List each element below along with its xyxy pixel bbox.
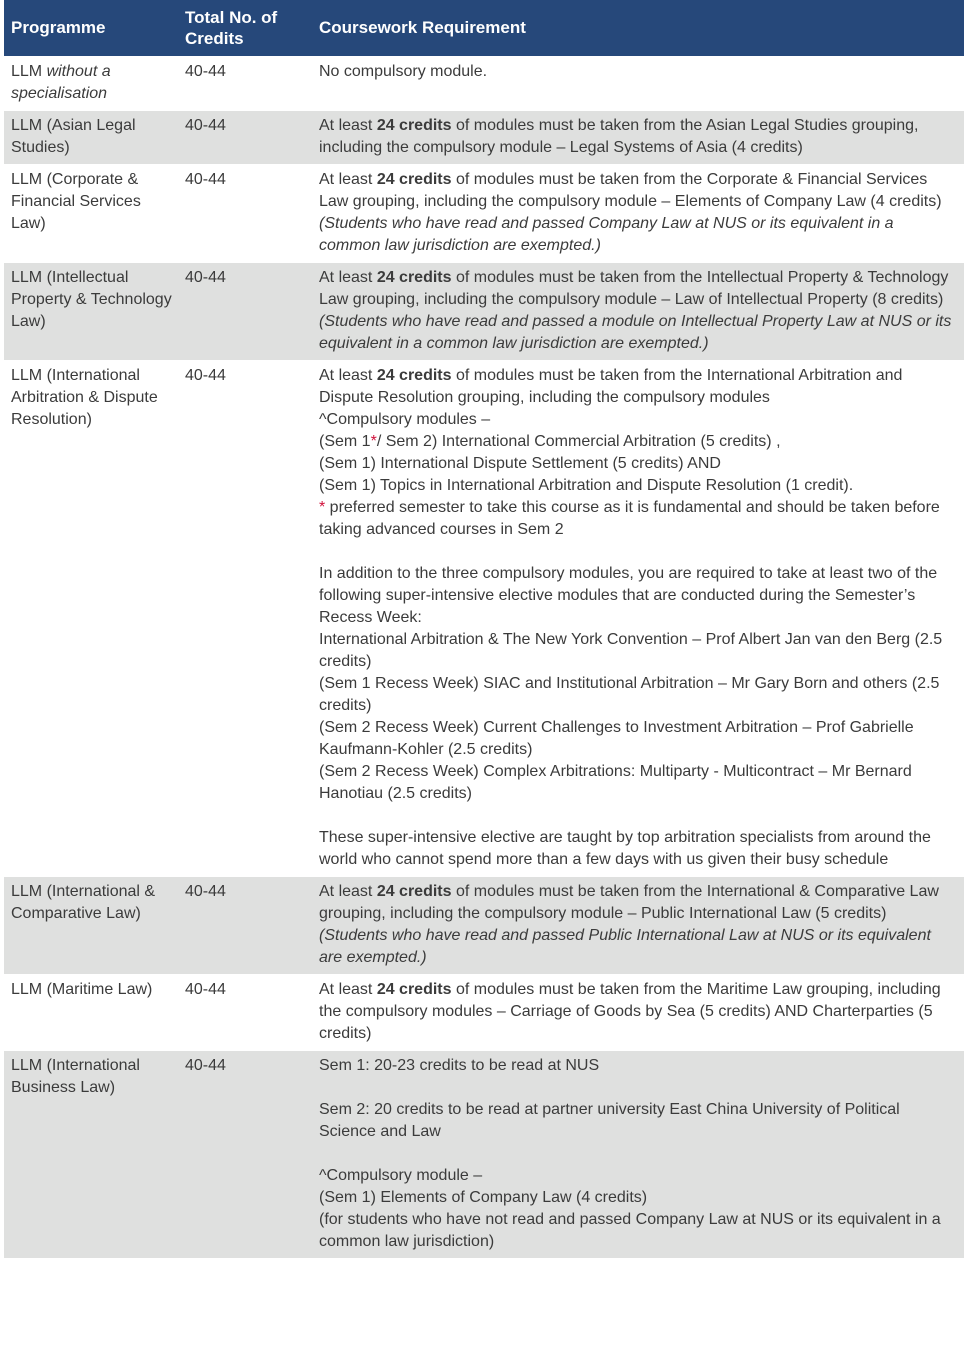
requirement-cell	[312, 975, 964, 1051]
closing-paragraph: These super-intensive elective are taught by top arbitration specialists from around the world who cannot spend more than a few days with us given their busy schedule	[319, 829, 931, 868]
credits-cell: 40-44	[178, 361, 312, 877]
req-rest: of modules must be taken from the International & Comparative Law grouping, including the compulsory module – Public International Law (5 credits)	[319, 883, 939, 922]
req-credits-bold: 24 credits	[376, 883, 452, 900]
programme-cell: LLM (International Business Law)	[4, 1051, 178, 1259]
credits-cell: 40-44	[178, 263, 312, 361]
req-lead: At least	[319, 981, 377, 998]
req-exemption-note: (Students who have read and passed a module on Intellectual Property Law at NUS or its equivalent in a common law jurisdiction are exempted.)	[319, 313, 952, 352]
paragraph-gap	[319, 805, 958, 827]
requirement-cell	[312, 1051, 964, 1259]
asterisk-mark: *	[319, 499, 326, 516]
sem2-text: Sem 2: 20 credits to be read at partner university East China University of Political Science and Law	[319, 1101, 900, 1140]
req-lead: At least	[319, 883, 377, 900]
table-row	[4, 1051, 964, 1259]
header-credits-line1: Total No. of	[185, 7, 278, 27]
req-credits-bold: 24 credits	[376, 269, 452, 286]
req-lead: At least	[319, 269, 377, 286]
compulsory-note: (for students who have not read and passed Company Law at NUS or its equivalent in a common law jurisdiction)	[319, 1211, 941, 1250]
header-credits-line2: Credits	[185, 28, 244, 48]
table-row	[4, 57, 964, 111]
paragraph-gap	[319, 1143, 958, 1165]
req-credits-bold: 24 credits	[376, 981, 452, 998]
req-exemption-note: (Students who have read and passed Public International Law at NUS or its equivalent are exempted.)	[319, 927, 931, 966]
programme-cell: LLM (International & Comparative Law)	[4, 877, 178, 975]
asterisk-note	[319, 497, 958, 541]
paragraph-gap	[319, 541, 958, 563]
requirement-cell	[312, 111, 964, 165]
llm-programme-table	[4, 0, 964, 1258]
req-lead: At least	[319, 117, 377, 134]
programme-cell: LLM (Intellectual Property & Technology Law)	[4, 263, 178, 361]
credits-cell: 40-44	[178, 877, 312, 975]
requirement-cell	[312, 165, 964, 263]
credits-cell: 40-44	[178, 975, 312, 1051]
table-header-row	[4, 0, 964, 57]
table-row	[4, 361, 964, 877]
compulsory-item: (Sem 1) Elements of Company Law (4 credits)	[319, 1189, 648, 1206]
table-row	[4, 263, 964, 361]
paragraph-gap	[319, 1077, 958, 1099]
compulsory-item	[319, 431, 958, 453]
compulsory-item: (Sem 1) International Dispute Settlement (5 credits) AND	[319, 455, 721, 472]
req-rest: of modules must be taken from the Corporate & Financial Services Law grouping, including the compulsory module – Elements of Company Law (4 credits)	[319, 171, 942, 210]
elective-item: International Arbitration & The New York Convention – Prof Albert Jan van den Berg (2.5 credits)	[319, 631, 943, 670]
req-lead: At least	[319, 171, 377, 188]
compulsory-item: (Sem 1) Topics in International Arbitration and Dispute Resolution (1 credit).	[319, 477, 854, 494]
programme-qualifier: without a specialisation	[11, 63, 111, 102]
header-requirement: Coursework Requirement	[312, 0, 964, 57]
credits-cell: 40-44	[178, 57, 312, 111]
programme-cell: LLM (Asian Legal Studies)	[4, 111, 178, 165]
asterisk-mark: *	[370, 433, 377, 450]
compulsory-sem-rest: / Sem 2) International Commercial Arbitration (5 credits) ,	[376, 433, 781, 450]
requirement-cell	[312, 361, 964, 877]
credits-cell: 40-44	[178, 111, 312, 165]
credits-cell: 40-44	[178, 165, 312, 263]
req-rest: of modules must be taken from the Asian Legal Studies grouping, including the compulsory module – Legal Systems of Asia (4 credits)	[319, 117, 919, 156]
req-rest: of modules must be taken from the Maritime Law grouping, including the compulsory modules – Carriage of Goods by Sea (5 credits) AND Charterparties (5 credits)	[319, 981, 941, 1042]
elective-item: (Sem 1 Recess Week) SIAC and Institutional Arbitration – Mr Gary Born and others (2.5 credits)	[319, 675, 940, 714]
programme-cell: LLM (Corporate & Financial Services Law)	[4, 165, 178, 263]
req-exemption-note: (Students who have read and passed Company Law at NUS or its equivalent in a common law jurisdiction are exempted.)	[319, 215, 894, 254]
programme-cell: LLM (International Arbitration & Dispute Resolution)	[4, 361, 178, 877]
programme-cell	[4, 57, 178, 111]
compulsory-heading: ^Compulsory module –	[319, 1167, 483, 1184]
table-row	[4, 111, 964, 165]
req-lead: At least	[319, 367, 377, 384]
sem1-text: Sem 1: 20-23 credits to be read at NUS	[319, 1057, 600, 1074]
header-programme: Programme	[4, 0, 178, 57]
requirement-cell	[312, 877, 964, 975]
header-credits	[178, 0, 312, 57]
asterisk-note-text: preferred semester to take this course as it is fundamental and should be taken before taking advanced courses in Sem 2	[319, 499, 940, 538]
programme-cell: LLM (Maritime Law)	[4, 975, 178, 1051]
table-row	[4, 975, 964, 1051]
compulsory-sem-prefix: (Sem 1	[319, 433, 371, 450]
compulsory-heading: ^Compulsory modules –	[319, 411, 491, 428]
table-row	[4, 877, 964, 975]
programme-name: LLM	[11, 63, 43, 80]
req-rest: of modules must be taken from the International Arbitration and Dispute Resolution grouping, including the compulsory modules	[319, 367, 903, 406]
req-credits-bold: 24 credits	[376, 171, 452, 188]
requirement-cell: No compulsory module.	[312, 57, 964, 111]
elective-item: (Sem 2 Recess Week) Complex Arbitrations: Multiparty - Multicontract – Mr Bernard Hanotiau (2.5 credits)	[319, 763, 912, 802]
credits-cell: 40-44	[178, 1051, 312, 1259]
elective-item: (Sem 2 Recess Week) Current Challenges to Investment Arbitration – Prof Gabrielle Kaufmann-Kohler (2.5 credits)	[319, 719, 914, 758]
addition-paragraph: In addition to the three compulsory modules, you are required to take at least two of the following super-intensive elective modules that are conducted during the Semester’s Recess Week:	[319, 565, 938, 626]
req-credits-bold: 24 credits	[376, 367, 452, 384]
req-rest: of modules must be taken from the Intellectual Property & Technology Law grouping, including the compulsory module – Law of Intellectual Property (8 credits)	[319, 269, 949, 308]
table-row	[4, 165, 964, 263]
req-credits-bold: 24 credits	[376, 117, 452, 134]
requirement-cell	[312, 263, 964, 361]
